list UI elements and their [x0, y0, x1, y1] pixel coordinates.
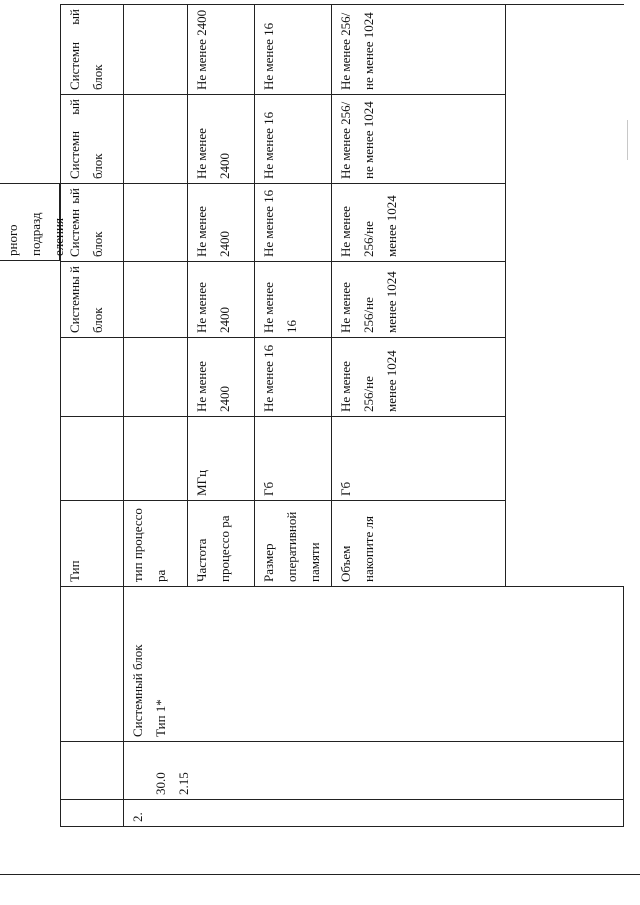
- param-processor-type: тип процессо ра: [124, 500, 188, 586]
- page-bottom-line: [0, 874, 640, 875]
- value-2-ram: Не менее 16: [255, 261, 332, 337]
- value-4-processor-type: [124, 94, 188, 183]
- value-2-processor-type: [124, 261, 188, 337]
- value-1-ram: Не менее 16: [255, 337, 332, 416]
- header-note: рного подразд еления: [0, 183, 60, 261]
- value-4-frequency: Не менее 2400: [188, 94, 255, 183]
- row-number: 2.: [124, 799, 624, 827]
- unit-ram: Гб: [255, 416, 332, 500]
- header-col-1: Системны й блок: [60, 261, 124, 337]
- unit-storage: Гб: [332, 416, 506, 500]
- value-1-frequency: Не менее 2400: [188, 337, 255, 416]
- param-frequency: Частота процессо ра: [188, 500, 255, 586]
- header-blank-code: [60, 741, 124, 799]
- value-2-frequency: Не менее 2400: [188, 261, 255, 337]
- value-2-storage: Не менее 256/не менее 1024: [332, 261, 506, 337]
- param-ram: Размер оперативной памяти: [255, 500, 332, 586]
- header-col-3: Системн ый блок: [60, 94, 124, 183]
- scan-margin-line: [627, 120, 628, 160]
- right-extension-blank: [506, 4, 624, 586]
- value-4-ram: Не менее 16: [255, 94, 332, 183]
- unit-processor-type: [124, 416, 188, 500]
- item-code: 30.0 2.15: [124, 741, 624, 799]
- value-5-frequency: Не менее 2400: [188, 4, 255, 94]
- unit-frequency: МГц: [188, 416, 255, 500]
- item-name-text: Системный блок: [130, 644, 145, 737]
- value-3-ram: Не менее 16: [255, 183, 332, 261]
- value-4-storage: Не менее 256/не менее 1024: [332, 94, 506, 183]
- value-5-storage: Не менее 256/не менее 1024: [332, 4, 506, 94]
- header-unit-blank: [60, 416, 124, 500]
- value-1-processor-type: [124, 337, 188, 416]
- value-3-storage: Не менее 256/не менее 1024: [332, 183, 506, 261]
- header-blank-number: [60, 799, 124, 827]
- param-storage: Объем накопите ля: [332, 500, 506, 586]
- header-unit-blank-2: [60, 337, 124, 416]
- value-1-storage: Не менее 256/не менее 1024: [332, 337, 506, 416]
- header-col-4: Системн ый блок: [60, 4, 124, 94]
- item-type-text: Тип 1*: [153, 699, 168, 737]
- value-5-ram: Не менее 16: [255, 4, 332, 94]
- value-3-processor-type: [124, 183, 188, 261]
- value-3-frequency: Не менее 2400: [188, 183, 255, 261]
- header-col-2: Системн ый блок: [60, 183, 124, 261]
- spec-table: [5, 4, 624, 827]
- header-blank-name: [60, 586, 124, 741]
- item-name: [124, 586, 624, 741]
- value-5-processor-type: [124, 4, 188, 94]
- header-param: Тип: [60, 500, 124, 586]
